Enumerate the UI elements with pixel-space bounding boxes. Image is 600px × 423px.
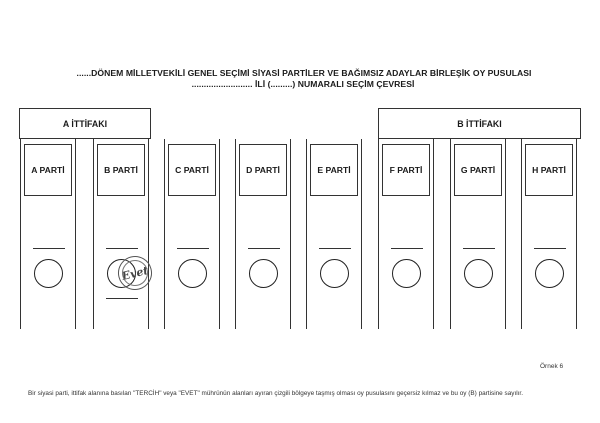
party-column-h <box>521 139 577 329</box>
alliance-a-header <box>19 108 151 139</box>
ballot-title-line2: ......................... İLİ (.........) NUMARALI SEÇİM ÇEVRESİ <box>191 79 415 89</box>
vote-circle-c[interactable] <box>178 259 207 288</box>
vote-circle-e[interactable] <box>320 259 349 288</box>
vote-circle-h[interactable] <box>535 259 564 288</box>
alliance-b-header <box>378 108 581 139</box>
party-name-box-e <box>310 144 358 196</box>
party-label-g: G PARTİ <box>460 165 496 175</box>
vote-circle-g[interactable] <box>464 259 493 288</box>
party-label-h: H PARTİ <box>532 165 566 175</box>
party-column-g <box>450 139 506 329</box>
candidate-line <box>106 248 138 249</box>
party-label-a: A PARTİ <box>31 165 65 175</box>
candidate-line <box>248 248 280 249</box>
party-name-box-g <box>454 144 502 196</box>
candidate-line <box>463 248 495 249</box>
party-column-b <box>93 139 149 329</box>
candidate-line <box>391 248 423 249</box>
party-column-f <box>378 139 434 329</box>
party-name-box-h <box>525 144 573 196</box>
candidate-line <box>534 248 566 249</box>
party-name-box-c <box>168 144 216 196</box>
party-column-c <box>164 139 220 329</box>
alliance-a-label: A İTTİFAKI <box>62 118 108 129</box>
party-label-e: E PARTİ <box>317 165 351 175</box>
vote-circle-f[interactable] <box>392 259 421 288</box>
party-label-c: C PARTİ <box>175 165 209 175</box>
vote-circle-a[interactable] <box>34 259 63 288</box>
party-name-box-b <box>97 144 145 196</box>
candidate-line <box>106 298 138 299</box>
ballot-title-line1: ......DÖNEM MİLLETVEKİLİ GENEL SEÇİMİ SİYASİ PARTİLER VE BAĞIMSIZ ADAYLAR BİRLEŞİK OY PUSULASI <box>76 68 532 78</box>
party-column-d <box>235 139 291 329</box>
candidate-line <box>33 248 65 249</box>
party-label-b: B PARTİ <box>104 165 138 175</box>
candidate-line <box>177 248 209 249</box>
candidate-line <box>319 248 351 249</box>
example-label: Örnek 6 <box>540 363 564 370</box>
footnote-text: Bir siyasi parti, ittifak alanına basılan "TERCİH" veya "EVET" mührünün alanları ayıran çizgili bölgeye taşmış olması oy pusulasını geçersiz kılmaz ve bu oy (B) partisine sayılır. <box>28 390 523 397</box>
party-column-a <box>20 139 76 329</box>
ballot-title <box>0 68 600 90</box>
vote-circle-d[interactable] <box>249 259 278 288</box>
party-name-box-f <box>382 144 430 196</box>
party-name-box-d <box>239 144 287 196</box>
party-column-e <box>306 139 362 329</box>
party-name-box-a <box>24 144 72 196</box>
alliance-b-label: B İTTİFAKI <box>457 118 502 129</box>
stamp-text: Evet <box>120 263 150 283</box>
party-label-d: D PARTİ <box>246 165 280 175</box>
party-label-f: F PARTİ <box>389 165 423 175</box>
